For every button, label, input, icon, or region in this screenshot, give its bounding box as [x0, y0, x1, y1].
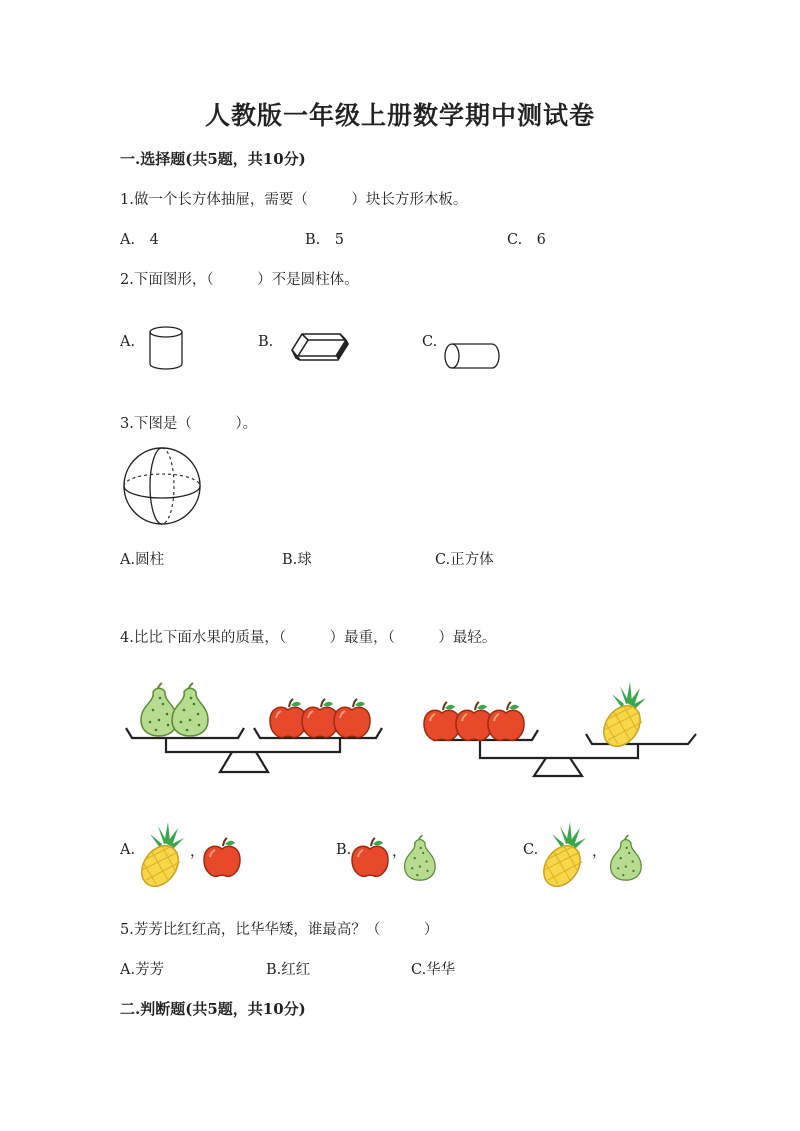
apple-icon: [456, 702, 492, 740]
q4-separator-c: ，: [592, 844, 607, 860]
pear-icon: [141, 683, 177, 736]
q4-option-c[interactable]: C.: [523, 842, 539, 858]
q5-option-c[interactable]: C.华华: [411, 962, 456, 978]
q2-option-b[interactable]: B.: [258, 334, 274, 350]
apple-icon: [334, 699, 370, 737]
balance-scale-left: [120, 682, 390, 778]
page-title: 人教版一年级上册数学期中测试卷: [204, 101, 595, 130]
q1-option-b[interactable]: B. 5: [305, 232, 344, 248]
q3-option-c[interactable]: C.正方体: [435, 552, 494, 568]
pear-icon: [608, 836, 644, 882]
apple-icon: [270, 699, 306, 737]
q4-separator-b: ，: [392, 844, 407, 860]
q3-option-b[interactable]: B.球: [282, 552, 312, 568]
q4-separator-a: ，: [190, 844, 205, 860]
pineapple-icon: [538, 822, 598, 882]
question-5: 5.芳芳比红红高，比华华矮，谁最高？（ ）: [120, 922, 439, 938]
lying-cylinder-icon: [442, 342, 502, 372]
apple-icon: [424, 702, 460, 740]
section-heading-judgement: 二.判断题(共5题，共10分): [120, 1000, 306, 1018]
question-3: 3.下图是（ ）。: [120, 416, 258, 432]
hexagonal-prism-icon: [290, 328, 352, 370]
apple-icon: [350, 838, 392, 880]
apple-icon: [302, 699, 338, 737]
q3-option-a[interactable]: A.圆柱: [120, 552, 165, 568]
q2-option-c[interactable]: C.: [422, 334, 438, 350]
q1-option-c[interactable]: C. 6: [507, 232, 546, 248]
q4-option-b[interactable]: B.: [336, 842, 352, 858]
apple-icon: [202, 838, 244, 880]
pineapple-icon: [136, 822, 196, 882]
pear-icon: [172, 683, 208, 736]
sphere-icon: [122, 448, 204, 526]
pineapple-icon: [596, 682, 647, 753]
question-2: 2.下面图形，（ ）不是圆柱体。: [120, 272, 359, 288]
apple-icon: [488, 702, 524, 740]
q4-option-a[interactable]: A.: [120, 842, 136, 858]
q1-option-a[interactable]: A. 4: [120, 232, 159, 248]
q2-option-a[interactable]: A.: [120, 334, 136, 350]
question-4: 4.比比下面水果的质量，（ ）最重，（ ）最轻。: [120, 630, 497, 646]
pear-icon: [402, 836, 438, 882]
section-heading-choice: 一.选择题(共5题，共10分): [120, 150, 306, 168]
q5-option-a[interactable]: A.芳芳: [120, 962, 165, 978]
q5-option-b[interactable]: B.红红: [266, 962, 311, 978]
balance-scale-right: [420, 680, 702, 780]
question-1: 1.做一个长方体抽屉，需要（ ）块长方形木板。: [120, 192, 468, 208]
cylinder-icon: [148, 326, 186, 372]
